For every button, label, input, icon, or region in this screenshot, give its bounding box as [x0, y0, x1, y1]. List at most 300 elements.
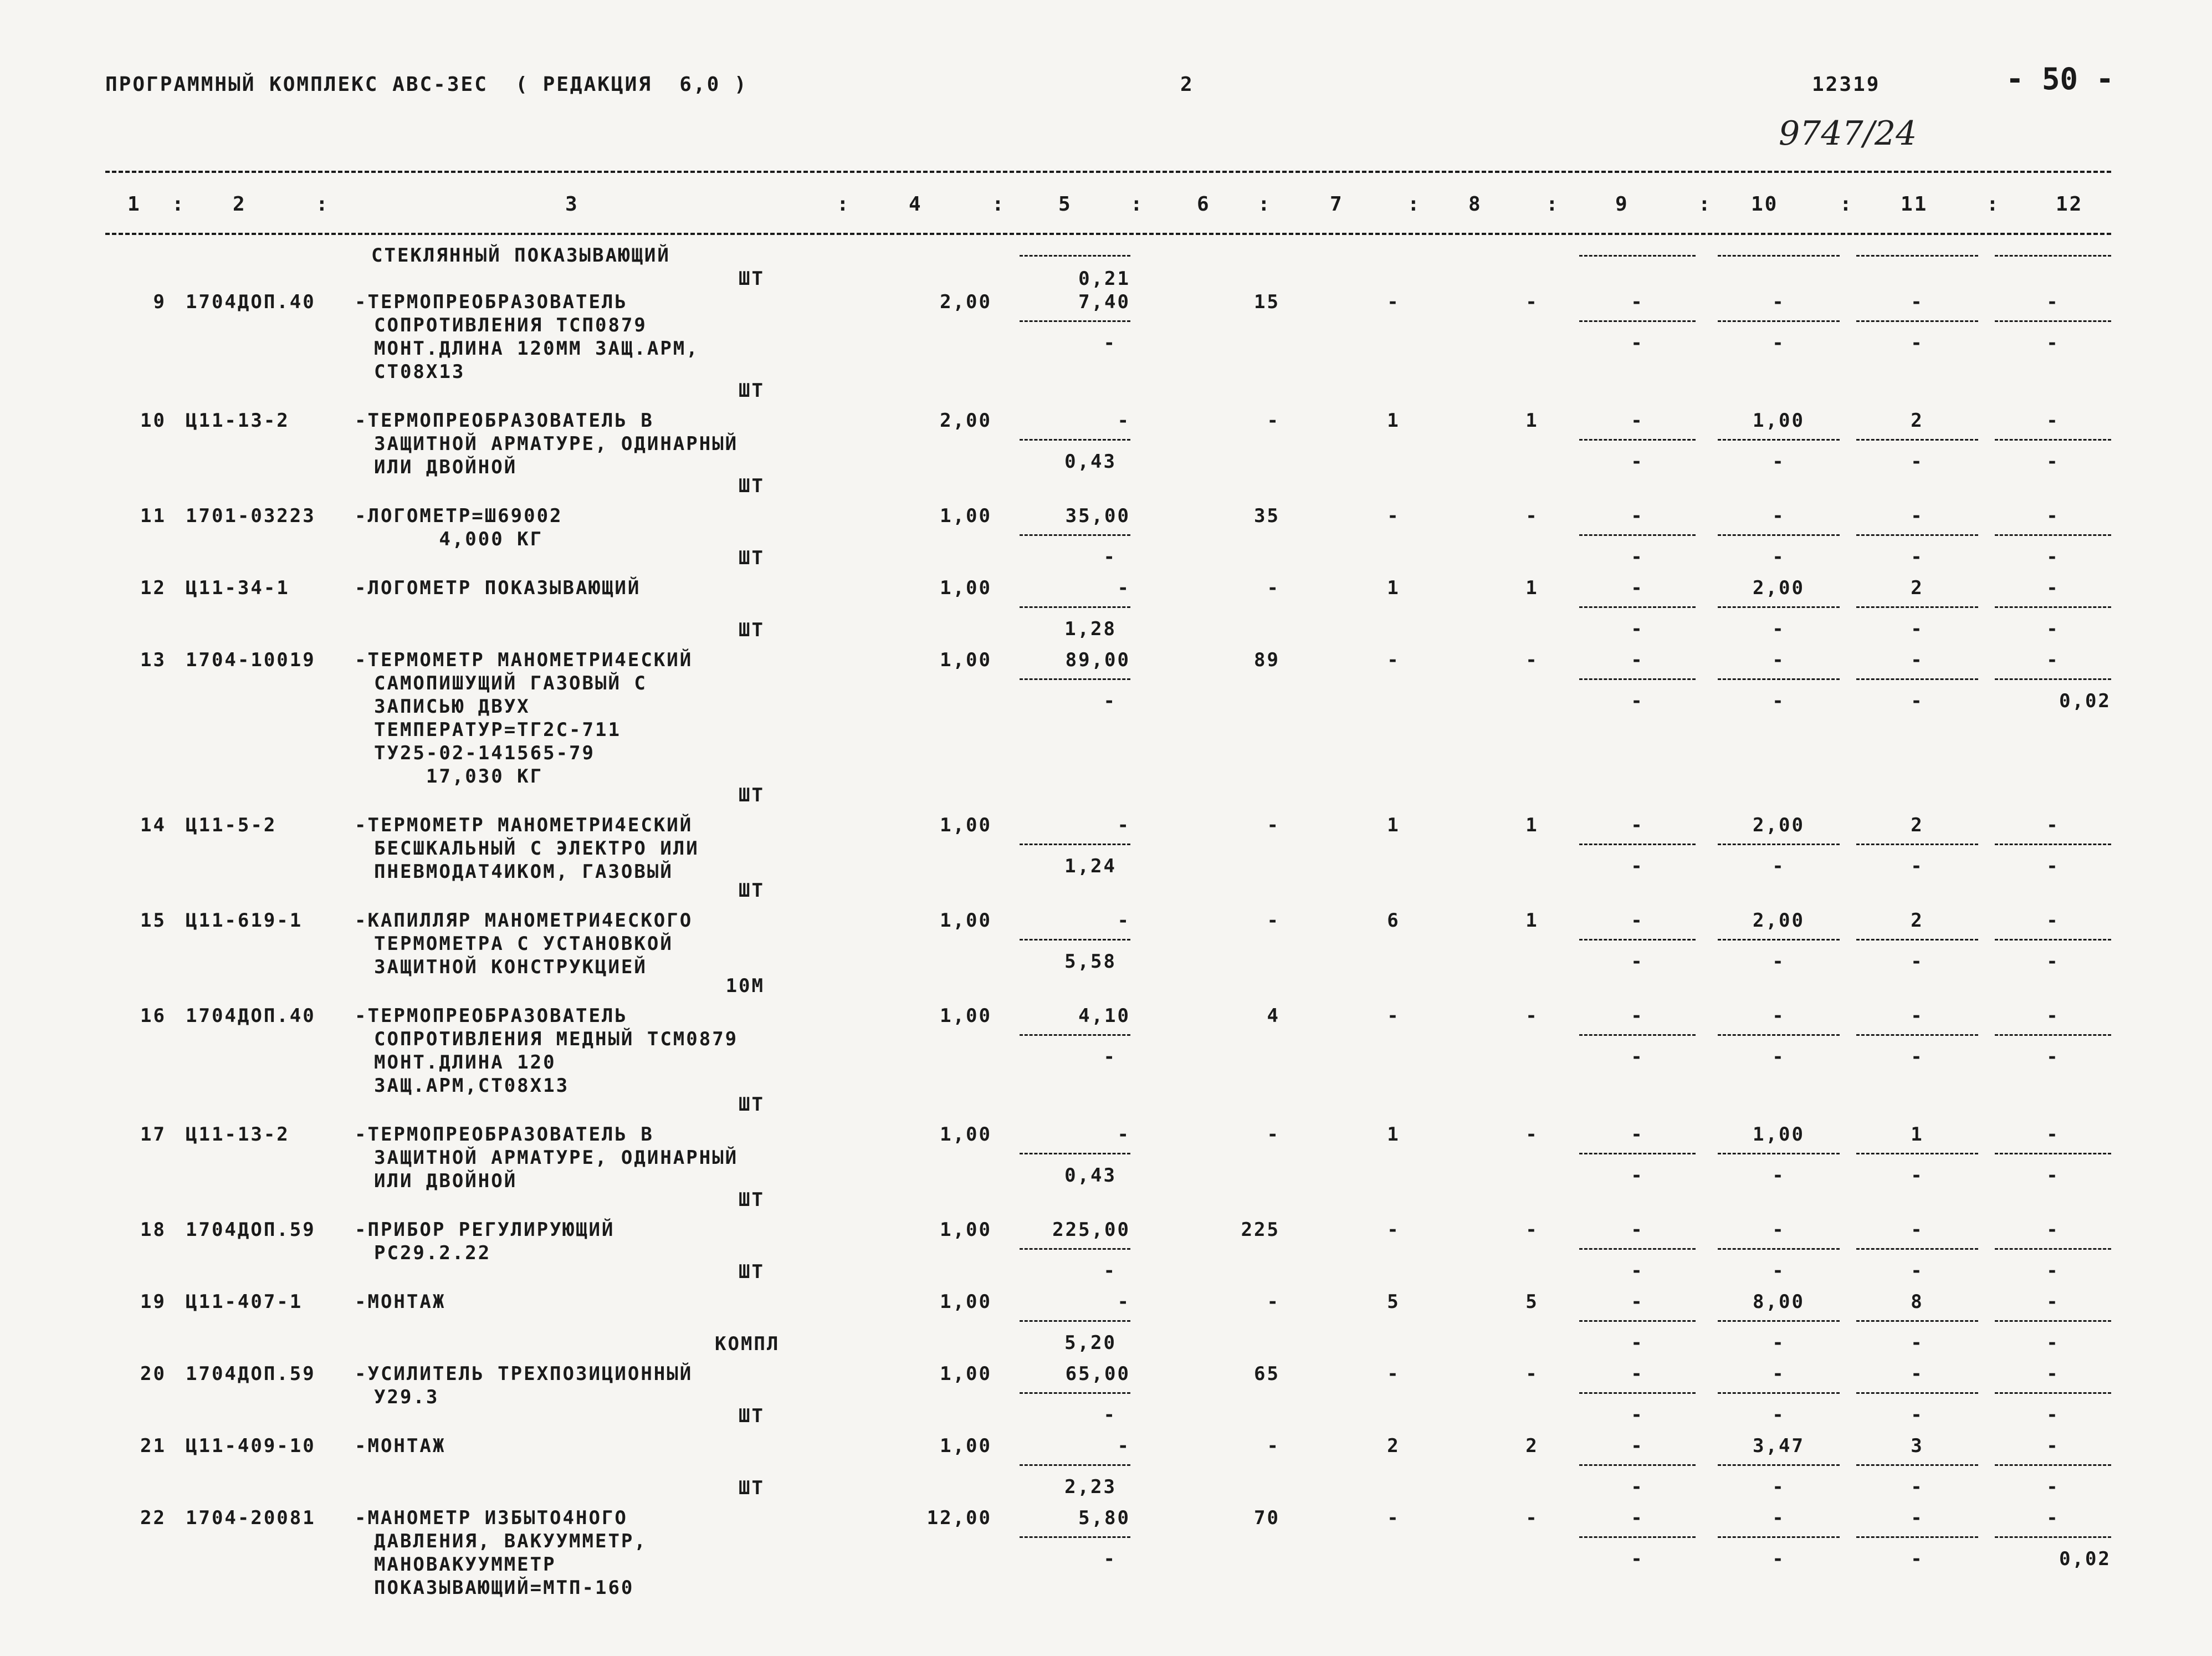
- column-12-value: -: [2046, 1507, 2060, 1529]
- underline: [1579, 1392, 1696, 1394]
- item-description-line: -ТЕРМОПРЕОБРАЗОВАТЕЛЬ: [355, 291, 628, 313]
- column-separator: :: [1986, 193, 2000, 216]
- column-7-value: -: [1387, 1507, 1400, 1529]
- column-separator: :: [837, 193, 851, 216]
- column-11-sub-value: -: [1911, 1404, 1924, 1426]
- row-number: 9: [153, 291, 166, 313]
- column-10-value: -: [1772, 649, 1785, 671]
- column-12-value: -: [2046, 505, 2060, 527]
- item-description-line: ТУ25-02-141565-79: [374, 742, 595, 764]
- row-number: 22: [140, 1507, 166, 1529]
- column-7-value: -: [1387, 1363, 1400, 1385]
- labor-cost: -: [1103, 1404, 1117, 1426]
- underline: [1995, 1464, 2111, 1466]
- underline: [1995, 1392, 2111, 1394]
- column-header-9: 9: [1615, 193, 1629, 216]
- item-description-line: -МОНТАЖ: [355, 1435, 446, 1457]
- item-description-line: ИЛИ ДВОЙНОЙ: [374, 1170, 518, 1192]
- underline: [1579, 678, 1696, 680]
- labor-cost: 5,20: [1064, 1332, 1117, 1354]
- unit-label: ШТ: [739, 1477, 765, 1499]
- column-11-value: -: [1911, 505, 1924, 527]
- column-10-sub-value: -: [1772, 1404, 1785, 1426]
- unit-cost: 89,00: [1065, 649, 1130, 671]
- column-11-sub-value: -: [1911, 1046, 1924, 1068]
- column-11-value: 8: [1911, 1291, 1924, 1313]
- column-12-sub-value: -: [2046, 950, 2060, 973]
- column-header-12: 12: [2056, 193, 2083, 216]
- column-10-value: -: [1772, 1005, 1785, 1027]
- column-11-sub-value: -: [1911, 332, 1924, 354]
- column-10-sub-value: -: [1772, 1548, 1785, 1570]
- column-9-sub-value: -: [1631, 855, 1644, 877]
- column-10-value: -: [1772, 505, 1785, 527]
- item-code: 1704-10019: [186, 649, 316, 671]
- column-11-value: 2: [1911, 410, 1924, 432]
- column-12-sub-value: -: [2046, 1476, 2060, 1498]
- unit-label: ШТ: [739, 1093, 765, 1116]
- quantity: 2,00: [940, 291, 992, 313]
- column-8-value: -: [1525, 505, 1539, 527]
- underline: [1579, 534, 1696, 536]
- column-12-value: -: [2046, 577, 2060, 599]
- column-10-sub-value: -: [1772, 855, 1785, 877]
- underline: [1856, 1153, 1978, 1154]
- underline: [1856, 1464, 1978, 1466]
- column-11-sub-value: -: [1911, 1260, 1924, 1282]
- underline: [1856, 606, 1978, 608]
- column-12-sub-value: -: [2046, 1404, 2060, 1426]
- column-8-value: 5: [1525, 1291, 1539, 1313]
- underline: [1718, 1536, 1840, 1538]
- quantity: 1,00: [940, 909, 992, 932]
- item-description-line: МОНТ.ДЛИНА 120: [374, 1051, 556, 1074]
- row-number: 13: [140, 649, 166, 671]
- column-11-sub-value: -: [1911, 1548, 1924, 1570]
- item-code: Ц11-407-1: [186, 1291, 303, 1313]
- quantity: 1,00: [940, 577, 992, 599]
- column-8-value: 1: [1525, 814, 1539, 836]
- column-11-sub-value: -: [1911, 451, 1924, 473]
- column-12-sub-value: -: [2046, 1046, 2060, 1068]
- item-code: 1704-20081: [186, 1507, 316, 1529]
- column-header-5: 5: [1058, 193, 1072, 216]
- column-separator: :: [1546, 193, 1560, 216]
- row-number: 19: [140, 1291, 166, 1313]
- underline: [1579, 320, 1696, 322]
- row-number: 15: [140, 909, 166, 932]
- column-7-value: -: [1387, 1219, 1400, 1241]
- column-9-value: -: [1631, 1363, 1644, 1385]
- column-10-value: 2,00: [1753, 814, 1805, 836]
- item-description-line: -ЛОГОМЕТР ПОКАЗЫВАЮЩИЙ: [355, 577, 641, 599]
- labor-cost: 5,58: [1064, 950, 1117, 973]
- item-code: Ц11-409-10: [186, 1435, 316, 1457]
- unit-label: ШТ: [739, 380, 765, 402]
- column-9-sub-value: -: [1631, 950, 1644, 973]
- underline: [1579, 1034, 1696, 1036]
- underline: [1995, 534, 2111, 536]
- column-12-sub-value: -: [2046, 1260, 2060, 1282]
- underline: [1020, 939, 1130, 941]
- column-8-value: 1: [1525, 909, 1539, 932]
- header-rule-top: [105, 171, 2111, 173]
- underline: [1856, 439, 1978, 441]
- item-description-line: -ТЕРМОПРЕОБРАЗОВАТЕЛЬ В: [355, 410, 654, 432]
- column-12-value: -: [2046, 1363, 2060, 1385]
- column-8-value: -: [1525, 1005, 1539, 1027]
- column-9-sub-value: -: [1631, 1476, 1644, 1498]
- item-code: Ц11-13-2: [186, 1123, 290, 1146]
- column-10-value: -: [1772, 1219, 1785, 1241]
- column-10-value: -: [1772, 1507, 1785, 1529]
- column-10-sub-value: -: [1772, 332, 1785, 354]
- column-12-sub-value: -: [2046, 1164, 2060, 1187]
- unit-cost: -: [1117, 577, 1130, 599]
- labor-cost: -: [1103, 546, 1117, 568]
- column-9-sub-value: -: [1631, 618, 1644, 640]
- column-12-sub-value: -: [2046, 1332, 2060, 1354]
- column-separator: :: [316, 193, 330, 216]
- unit-label: ШТ: [739, 619, 765, 641]
- column-10-sub-value: -: [1772, 546, 1785, 568]
- labor-cost: 1,24: [1064, 855, 1117, 877]
- column-12-sub-value: -: [2046, 332, 2060, 354]
- column-10-sub-value: -: [1772, 1164, 1785, 1187]
- underline: [1718, 939, 1840, 941]
- underline: [1856, 1320, 1978, 1322]
- column-7-value: -: [1387, 505, 1400, 527]
- underline: [1856, 939, 1978, 941]
- column-12-value: -: [2046, 1123, 2060, 1146]
- unit-label: ШТ: [739, 547, 765, 569]
- underline: [1020, 1034, 1130, 1036]
- unit-cost: -: [1117, 1291, 1130, 1313]
- column-11-sub-value: -: [1911, 1332, 1924, 1354]
- header-rule-bottom: [105, 233, 2111, 235]
- row-number: 10: [140, 410, 166, 432]
- item-code: Ц11-13-2: [186, 410, 290, 432]
- total-cost: 4: [1267, 1005, 1280, 1027]
- item-description-line: -ЛОГОМЕТР=Ш69002: [355, 505, 563, 527]
- column-11-value: -: [1911, 649, 1924, 671]
- column-9-value: -: [1631, 505, 1644, 527]
- column-9-sub-value: -: [1631, 1046, 1644, 1068]
- column-12-value: -: [2046, 909, 2060, 932]
- underline: [1995, 439, 2111, 441]
- underline: [1995, 678, 2111, 680]
- total-cost: 15: [1254, 291, 1280, 313]
- column-9-value: -: [1631, 410, 1644, 432]
- underline: [1579, 1464, 1696, 1466]
- column-9-value: -: [1631, 1507, 1644, 1529]
- column-9-value: -: [1631, 1005, 1644, 1027]
- unit-cost: -: [1117, 1123, 1130, 1146]
- quantity: 1,00: [940, 649, 992, 671]
- item-description-line: ТЕМПЕРАТУР=ТГ2С-711: [374, 719, 621, 741]
- item-description-line: ЗАЩ.АРМ,СТ08Х13: [374, 1075, 570, 1097]
- unit-label: 10М: [725, 975, 765, 997]
- item-description-line: У29.3: [374, 1386, 439, 1408]
- column-7-value: 1: [1387, 814, 1400, 836]
- underline: [1856, 255, 1978, 257]
- column-separator: :: [1698, 193, 1712, 216]
- underline: [1995, 1248, 2111, 1250]
- total-cost: 35: [1254, 505, 1280, 527]
- program-title: ПРОГРАММНЫЙ КОМПЛЕКС АВС-ЗЕС ( РЕДАКЦИЯ 6,0 ): [105, 73, 748, 96]
- underline: [1579, 606, 1696, 608]
- underline: [1020, 320, 1130, 322]
- column-9-value: -: [1631, 909, 1644, 932]
- row-number: 18: [140, 1219, 166, 1241]
- underline: [1579, 939, 1696, 941]
- column-12-sub-value: -: [2046, 451, 2060, 473]
- column-separator: :: [992, 193, 1006, 216]
- column-9-sub-value: -: [1631, 1164, 1644, 1187]
- item-code: Ц11-5-2: [186, 814, 277, 836]
- unit-label: ШТ: [739, 880, 765, 902]
- unit-cost: -: [1117, 1435, 1130, 1457]
- item-description-line: БЕСШКАЛЬНЫЙ С ЭЛЕКТРО ИЛИ: [374, 837, 699, 860]
- column-9-sub-value: -: [1631, 1260, 1644, 1282]
- column-separator: :: [1407, 193, 1421, 216]
- row-number: 21: [140, 1435, 166, 1457]
- column-8-value: 1: [1525, 577, 1539, 599]
- column-8-value: 2: [1525, 1435, 1539, 1457]
- column-9-sub-value: -: [1631, 1332, 1644, 1354]
- column-10-sub-value: -: [1772, 1332, 1785, 1354]
- column-12-value: -: [2046, 649, 2060, 671]
- total-cost: -: [1267, 1291, 1280, 1313]
- item-description-line: -КАПИЛЛЯР МАНОМЕТРИ4ЕСКОГО: [355, 909, 693, 932]
- item-code: 1704ДОП.59: [186, 1363, 316, 1385]
- column-12-sub-value: -: [2046, 546, 2060, 568]
- underline: [1856, 1248, 1978, 1250]
- column-9-sub-value: -: [1631, 690, 1644, 712]
- underline: [1579, 255, 1696, 257]
- column-11-value: -: [1911, 1219, 1924, 1241]
- quantity: 1,00: [940, 1363, 992, 1385]
- underline: [1856, 678, 1978, 680]
- total-cost: -: [1267, 577, 1280, 599]
- column-10-value: -: [1772, 291, 1785, 313]
- column-10-sub-value: -: [1772, 1260, 1785, 1282]
- row-number: 12: [140, 577, 166, 599]
- column-header-8: 8: [1468, 193, 1482, 216]
- item-description-line: -ТЕРМОМЕТР МАНОМЕТРИ4ЕСКИЙ: [355, 814, 693, 836]
- underline: [1718, 1392, 1840, 1394]
- column-10-value: 2,00: [1753, 909, 1805, 932]
- underline: [1856, 320, 1978, 322]
- underline: [1020, 439, 1130, 441]
- underline: [1020, 1464, 1130, 1466]
- item-description-line: ЗАЩИТНОЙ АРМАТУРЕ, ОДИНАРНЫЙ: [374, 1147, 739, 1169]
- quantity: 1,00: [940, 1219, 992, 1241]
- underline: [1995, 1536, 2111, 1538]
- column-8-value: -: [1525, 1219, 1539, 1241]
- row-number: 16: [140, 1005, 166, 1027]
- column-separator: :: [172, 193, 186, 216]
- column-11-sub-value: -: [1911, 950, 1924, 973]
- underline: [1020, 1320, 1130, 1322]
- column-separator: :: [1130, 193, 1144, 216]
- item-description-line: ЗАЩИТНОЙ КОНСТРУКЦИЕЙ: [374, 956, 647, 978]
- column-separator: :: [1258, 193, 1272, 216]
- unit-label: ШТ: [739, 1189, 765, 1211]
- column-7-value: -: [1387, 649, 1400, 671]
- column-9-sub-value: -: [1631, 1548, 1644, 1570]
- item-description-line: СТЕКЛЯННЫЙ ПОКАЗЫВАЮЩИЙ: [371, 244, 670, 267]
- column-7-value: 5: [1387, 1291, 1400, 1313]
- item-description-line: -МОНТАЖ: [355, 1291, 446, 1313]
- labor-cost: -: [1103, 1548, 1117, 1570]
- underline: [1718, 1248, 1840, 1250]
- total-cost: -: [1267, 814, 1280, 836]
- underline: [1995, 606, 2111, 608]
- underline: [1718, 1153, 1840, 1154]
- column-header-7: 7: [1330, 193, 1344, 216]
- item-description-line: 4,000 КГ: [374, 528, 544, 550]
- column-7-value: 1: [1387, 410, 1400, 432]
- column-11-value: 2: [1911, 577, 1924, 599]
- labor-cost: -: [1103, 332, 1117, 354]
- column-9-sub-value: -: [1631, 332, 1644, 354]
- total-cost: 70: [1254, 1507, 1280, 1529]
- column-10-value: 2,00: [1753, 577, 1805, 599]
- item-description-line: -ТЕРМОПРЕОБРАЗОВАТЕЛЬ: [355, 1005, 628, 1027]
- item-description-line: 17,030 КГ: [374, 765, 544, 788]
- underline: [1995, 1034, 2111, 1036]
- column-9-value: -: [1631, 1123, 1644, 1146]
- column-12-value: -: [2046, 410, 2060, 432]
- underline: [1579, 1320, 1696, 1322]
- labor-cost: -: [1103, 690, 1117, 712]
- column-11-value: 1: [1911, 1123, 1924, 1146]
- underline: [1020, 1392, 1130, 1394]
- total-cost: 65: [1254, 1363, 1280, 1385]
- column-header-10: 10: [1751, 193, 1779, 216]
- underline: [1020, 844, 1130, 845]
- column-12-sub-value: -: [2046, 618, 2060, 640]
- column-9-value: -: [1631, 577, 1644, 599]
- item-description-line: СОПРОТИВЛЕНИЯ МЕДНЫЙ ТСМ0879: [374, 1028, 739, 1050]
- quantity: 1,00: [940, 1005, 992, 1027]
- labor-cost: -: [1103, 1046, 1117, 1068]
- item-description-line: ПНЕВМОДАТ4ИКОМ, ГАЗОВЫЙ: [374, 861, 673, 883]
- column-11-value: 2: [1911, 909, 1924, 932]
- column-10-value: 1,00: [1753, 410, 1805, 432]
- item-description-line: -ПРИБОР РЕГУЛИРУЮЩИЙ: [355, 1219, 615, 1241]
- total-cost: -: [1267, 909, 1280, 932]
- labor-cost: -: [1103, 1260, 1117, 1282]
- column-separator: :: [1840, 193, 1853, 216]
- column-11-sub-value: -: [1911, 1476, 1924, 1498]
- item-code: Ц11-34-1: [186, 577, 290, 599]
- item-description-line: САМОПИШУЩИЙ ГАЗОВЫЙ С: [374, 672, 647, 694]
- unit-cost: -: [1117, 909, 1130, 932]
- underline: [1718, 844, 1840, 845]
- column-12-value: -: [2046, 1005, 2060, 1027]
- underline: [1995, 1153, 2111, 1154]
- unit-cost: 65,00: [1065, 1363, 1130, 1385]
- underline: [1995, 844, 2111, 845]
- quantity: 1,00: [940, 814, 992, 836]
- column-10-sub-value: -: [1772, 451, 1785, 473]
- column-11-value: 3: [1911, 1435, 1924, 1457]
- row-number: 11: [140, 505, 166, 527]
- underline: [1718, 678, 1840, 680]
- item-description-line: ТЕРМОМЕТРА С УСТАНОВКОЙ: [374, 933, 673, 955]
- underline: [1856, 534, 1978, 536]
- total-cost: 225: [1241, 1219, 1280, 1241]
- column-12-sub-value: 0,02: [2059, 1548, 2111, 1570]
- item-description-line: СТ08Х13: [374, 361, 465, 383]
- item-description-line: -ТЕРМОПРЕОБРАЗОВАТЕЛЬ В: [355, 1123, 654, 1146]
- price-per-unit: 0,21: [1078, 268, 1130, 290]
- column-8-value: -: [1525, 649, 1539, 671]
- underline: [1718, 439, 1840, 441]
- underline: [1718, 255, 1840, 257]
- quantity: 1,00: [940, 1291, 992, 1313]
- underline: [1020, 1536, 1130, 1538]
- unit-cost: 225,00: [1052, 1219, 1130, 1241]
- underline: [1718, 1034, 1840, 1036]
- column-9-sub-value: -: [1631, 451, 1644, 473]
- item-description-line: ИЛИ ДВОЙНОЙ: [374, 456, 518, 478]
- labor-cost: 2,23: [1064, 1476, 1117, 1498]
- underline: [1579, 1536, 1696, 1538]
- quantity: 1,00: [940, 1123, 992, 1146]
- column-8-value: -: [1525, 291, 1539, 313]
- column-header-2: 2: [233, 193, 247, 216]
- item-code: 1701-03223: [186, 505, 316, 527]
- unit-cost: -: [1117, 814, 1130, 836]
- unit-cost: -: [1117, 410, 1130, 432]
- item-description-line: -ТЕРМОМЕТР МАНОМЕТРИ4ЕСКИЙ: [355, 649, 693, 671]
- column-7-value: -: [1387, 291, 1400, 313]
- underline: [1020, 678, 1130, 680]
- item-description-line: -МАНОМЕТР ИЗБЫТО4НОГО: [355, 1507, 628, 1529]
- item-code: 1704ДОП.40: [186, 1005, 316, 1027]
- total-cost: -: [1267, 1435, 1280, 1457]
- total-cost: -: [1267, 1123, 1280, 1146]
- labor-cost: 0,43: [1064, 1164, 1117, 1187]
- quantity: 12,00: [926, 1507, 992, 1529]
- column-7-value: 2: [1387, 1435, 1400, 1457]
- unit-label: ШТ: [739, 1261, 765, 1283]
- column-7-value: 1: [1387, 577, 1400, 599]
- column-10-value: 3,47: [1753, 1435, 1805, 1457]
- labor-cost: 0,43: [1064, 451, 1117, 473]
- column-12-sub-value: -: [2046, 855, 2060, 877]
- underline: [1856, 844, 1978, 845]
- unit-label: КОМПЛ: [715, 1333, 780, 1355]
- column-9-value: -: [1631, 1219, 1644, 1241]
- column-12-value: -: [2046, 1435, 2060, 1457]
- underline: [1020, 1248, 1130, 1250]
- underline: [1020, 606, 1130, 608]
- page-number: 2: [1180, 73, 1194, 96]
- column-12-value: -: [2046, 1219, 2060, 1241]
- underline: [1995, 939, 2111, 941]
- column-8-value: -: [1525, 1363, 1539, 1385]
- column-11-sub-value: -: [1911, 855, 1924, 877]
- underline: [1718, 534, 1840, 536]
- column-12-value: -: [2046, 291, 2060, 313]
- column-11-value: -: [1911, 1363, 1924, 1385]
- column-12-sub-value: 0,02: [2059, 690, 2111, 712]
- column-10-sub-value: -: [1772, 950, 1785, 973]
